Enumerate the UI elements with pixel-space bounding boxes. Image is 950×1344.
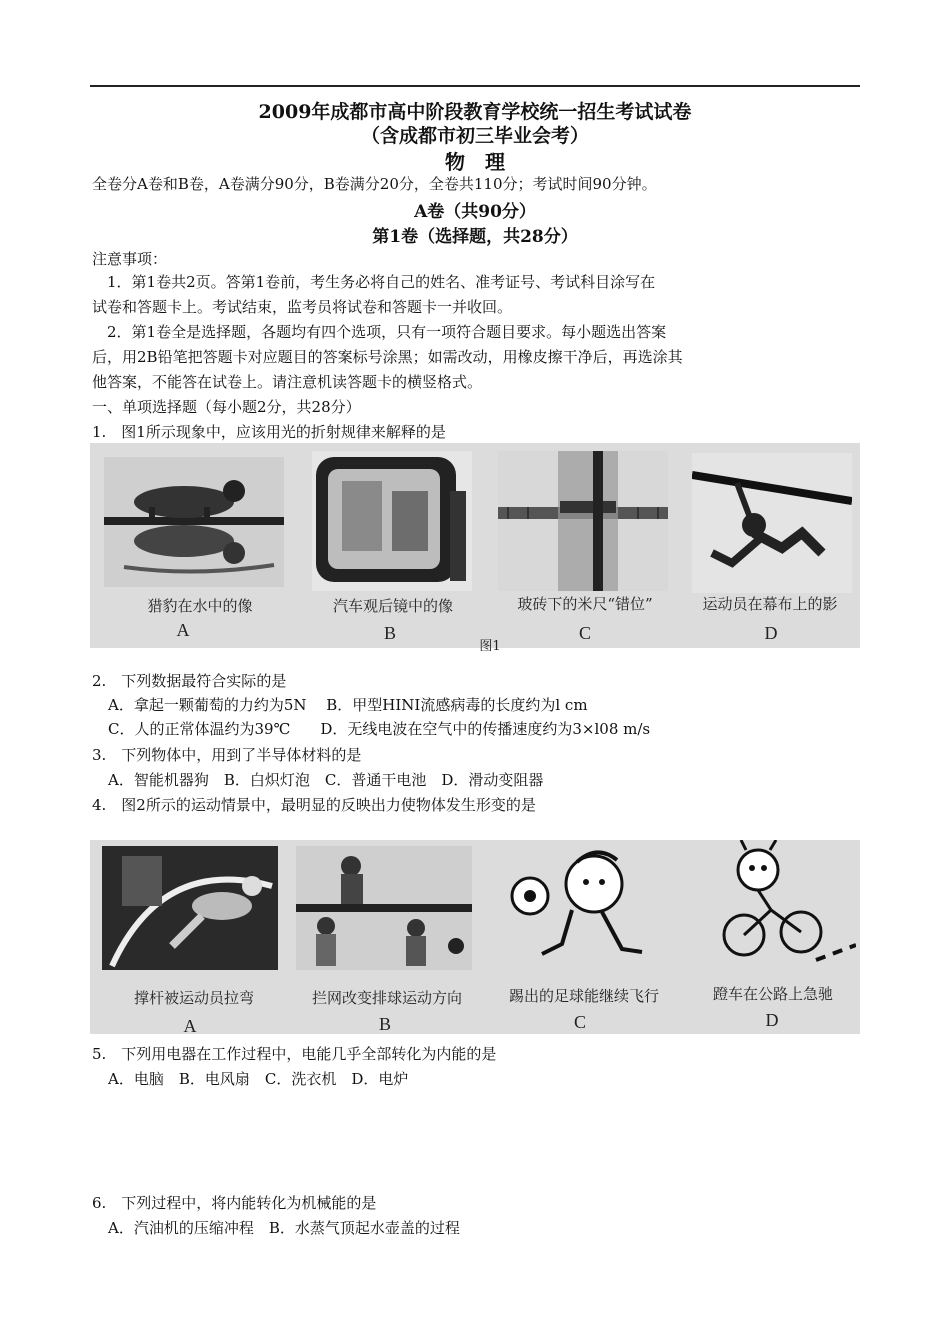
figure-1 [90, 443, 860, 654]
kicked-football-image [502, 844, 668, 980]
figure-2-label-d: D [765, 1010, 779, 1030]
figure-1-label-b: B [383, 623, 396, 643]
question-2: 2. 下列数据最符合实际的是 [92, 672, 287, 690]
car-mirror-image [312, 451, 472, 591]
figure-2-caption-b: 拦网改变排球运动方向 [311, 989, 462, 1007]
exam-subtitle: （含成都市初三毕业会考） [360, 125, 589, 147]
subject-title: 物 理 [445, 150, 505, 174]
figure-2 [90, 840, 860, 1034]
part1-title: 第1卷（选择题，共28分） [372, 227, 578, 247]
question-6-options: A．汽油机的压缩冲程 B．水蒸气顶起水壶盖的过程 [108, 1219, 460, 1237]
figure-1-label-d: D [764, 623, 778, 643]
pole-vault-image [102, 846, 278, 970]
figure-2-label-c: C [573, 1012, 586, 1032]
notes-line: 试卷和答题卡上。考试结束，监考员将试卷和答题卡一并收回。 [92, 298, 513, 316]
cheetah-reflection-image [104, 457, 284, 587]
question-5: 5. 下列用电器在工作过程中，电能几乎全部转化为内能的是 [92, 1045, 497, 1063]
figure-2-caption-c: 踢出的足球能继续飞行 [508, 987, 659, 1005]
notes-heading: 注意事项： [92, 250, 168, 268]
glass-brick-ruler-image [498, 451, 668, 591]
notes-line: 后，用2B铅笔把答题卡对应题目的答案标号涂黑；如需改动，用橡皮擦干净后，再选涂其 [92, 348, 683, 366]
section1-heading: 一、单项选择题（每小题2分，共28分） [92, 398, 361, 416]
question-4: 4. 图2所示的运动情景中，最明显的反映出力使物体发生形变的是 [92, 796, 536, 814]
question-2-options: A．拿起一颗葡萄的力约为5N B．甲型HINI流感病毒的长度约为l cm [108, 696, 588, 714]
figure-1-caption-a: 猎豹在水中的像 [147, 597, 253, 615]
figure-1-label-a: A [176, 620, 190, 640]
question-3-options: A．智能机器狗 B．白炽灯泡 C．普通干电池 D．滑动变阻器 [108, 771, 544, 789]
figure-1-label-c: C [578, 623, 591, 643]
notes-line: 2．第1卷全是选择题，各题均有四个选项，只有一项符合题目要求。每小题选出答案 [92, 323, 667, 341]
figure-1-title: 图1 [479, 639, 501, 654]
question-1: 1. 图1所示现象中，应该用光的折射规律来解释的是 [92, 423, 446, 441]
question-2-options: C．人的正常体温约为39℃ D．无线电波在空气中的传播速度约为3×l08 m/s [108, 720, 651, 738]
question-3: 3. 下列物体中，用到了半导体材料的是 [92, 746, 362, 764]
figure-2-label-a: A [183, 1016, 197, 1036]
volleyball-block-image [296, 846, 472, 970]
figure-1-caption-c: 玻砖下的米尺“错位” [517, 595, 653, 613]
header-rule [90, 85, 860, 87]
exam-title: 2009年成都市高中阶段教育学校统一招生考试试卷 [258, 101, 692, 123]
figure-2-caption-a: 撑杆被运动员拉弯 [133, 989, 254, 1007]
cyclist-image [706, 840, 856, 972]
question-5-options: A．电脑 B．电风扇 C．洗衣机 D．电炉 [108, 1070, 409, 1088]
athlete-shadow-image [692, 453, 852, 593]
notes-line: 他答案，不能答在试卷上。请注意机读答题卡的横竖格式。 [92, 373, 483, 391]
exam-intro: 全卷分A卷和B卷，A卷满分90分，B卷满分20分，全卷共110分；考试时间90分钟。 [92, 175, 657, 193]
figure-1-caption-d: 运动员在幕布上的影 [702, 595, 838, 613]
question-6: 6. 下列过程中，将内能转化为机械能的是 [92, 1194, 377, 1212]
figure-2-caption-d: 蹬车在公路上急驰 [712, 985, 833, 1003]
notes-line: 1．第1卷共2页。答第1卷前，考生务必将自己的姓名、准考证号、考试科目涂写在 [92, 273, 656, 291]
figure-1-caption-b: 汽车观后镜中的像 [332, 597, 453, 615]
section-a-title: A卷（共90分） [414, 202, 536, 222]
figure-2-label-b: B [378, 1014, 391, 1034]
